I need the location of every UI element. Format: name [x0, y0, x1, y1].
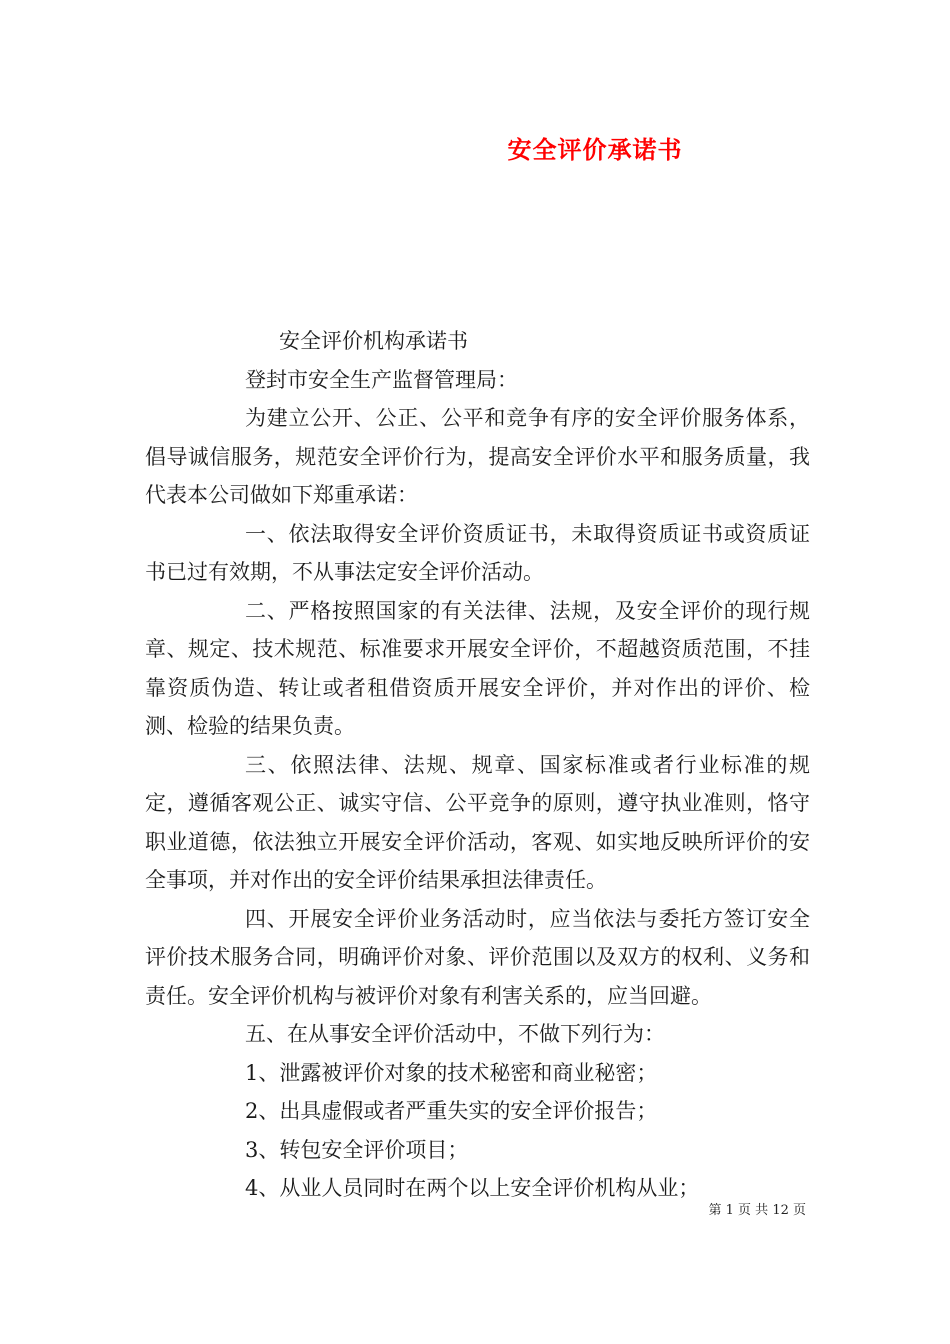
- document-title: 安全评价承诺书: [507, 135, 683, 164]
- document-body: [145, 322, 810, 1208]
- paragraph-item-3: 三、依照法律、法规、规章、国家标准或者行业标准的规定，遵循客观公正、诚实守信、公平竞争的原则，遵守执业准则，恪守职业道德，依法独立开展安全评价活动，客观、如实地反映所评价的安全事项，并对作出的安全评价结果承担法律责任。: [145, 752, 810, 892]
- list-item: 3、转包安全评价项目；: [245, 1137, 469, 1162]
- paragraph-item-4: 四、开展安全评价业务活动时，应当依法与委托方签订安全评价技术服务合同，明确评价对象、评价范围以及双方的权利、义务和责任。安全评价机构与被评价对象有利害关系的，应当回避。: [145, 906, 810, 1008]
- list-item: 2、出具虚假或者严重失实的安全评价报告；: [245, 1099, 658, 1123]
- paragraph-item-1: 一、依法取得安全评价资质证书，未取得资质证书或资质证书已过有效期，不从事法定安全评价活动。: [145, 521, 810, 584]
- paragraph-item-5-heading: 五、在从事安全评价活动中，不做下列行为：: [245, 1022, 665, 1046]
- subtitle: 安全评价机构承诺书: [279, 329, 468, 353]
- list-item: 1、泄露被评价对象的技术秘密和商业秘密；: [245, 1060, 658, 1085]
- paragraph-item-2: 二、严格按照国家的有关法律、法规，及安全评价的现行规章、规定、技术规范、标准要求开展安全评价，不超越资质范围，不挂靠资质伪造、转让或者租借资质开展安全评价，并对作出的评价、检测、检验的结果负责。: [145, 598, 810, 738]
- page-number: 第 1 页 共 12 页: [708, 1203, 806, 1218]
- paragraph-intro: 为建立公开、公正、公平和竞争有序的安全评价服务体系，倡导诚信服务，规范安全评价行为，提高安全评价水平和服务质量，我代表本公司做如下郑重承诺：: [145, 406, 810, 507]
- list-item: 4、从业人员同时在两个以上安全评价机构从业；: [245, 1176, 700, 1200]
- addressee: 登封市安全生产监督管理局：: [245, 367, 518, 392]
